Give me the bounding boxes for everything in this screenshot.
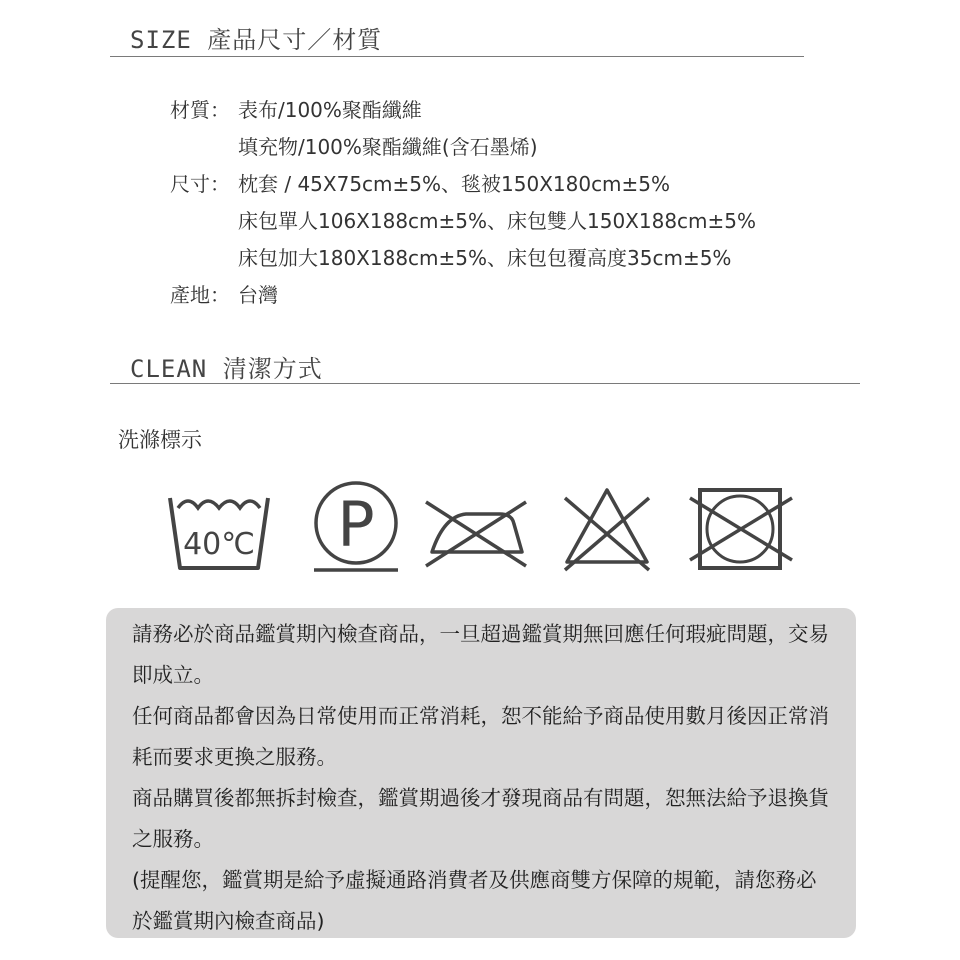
do-not-bleach-icon [557, 484, 657, 579]
material-label: 材質： [170, 98, 230, 122]
size-label: 尺寸： [170, 172, 230, 196]
wash-40c-icon [164, 488, 274, 578]
size-section-divider [110, 56, 804, 57]
care-icons [0, 480, 960, 580]
spec-row-size [170, 166, 756, 203]
clean-section-title: CLEAN 清潔方式 [130, 355, 323, 383]
dry-clean-letter: P [337, 488, 375, 561]
dry-clean-p-icon [306, 480, 406, 575]
spec-row-origin [170, 277, 756, 314]
material-line: 表布/100%聚酯纖維 [238, 98, 422, 122]
notice-box [106, 608, 856, 938]
do-not-tumble-dry-icon [686, 484, 796, 579]
do-not-iron-icon [422, 484, 532, 579]
material-line: 填充物/100%聚酯纖維(含石墨烯) [238, 135, 538, 159]
notice-paragraph: 請務必於商品鑑賞期內檢查商品，一旦超過鑑賞期無回應任何瑕疵問題，交易即成立。 [132, 622, 829, 687]
spec-row-size-cont [170, 203, 756, 240]
notice-paragraph: 任何商品都會因為日常使用而正常消耗，恕不能給予商品使用數月後因正常消耗而要求更換之服務。 [132, 704, 829, 769]
size-line: 床包加大180X188cm±5%、床包包覆高度35cm±5% [238, 246, 732, 270]
spec-row-size-cont [170, 240, 756, 277]
origin-value: 台灣 [238, 283, 278, 307]
spec-row-material [170, 92, 756, 129]
notice-paragraph: (提醒您，鑑賞期是給予虛擬通路消費者及供應商雙方保障的規範，請您務必於鑑賞期內檢查商品) [132, 868, 817, 933]
size-section-title: SIZE 產品尺寸／材質 [130, 26, 383, 54]
notice-paragraph: 商品購買後都無拆封檢查，鑑賞期過後才發現商品有問題，恕無法給予退換貨之服務。 [132, 786, 829, 851]
spec-row-material-cont [170, 129, 756, 166]
clean-section-divider [110, 383, 860, 384]
size-line: 枕套 / 45X75cm±5%、毯被150X180cm±5% [238, 172, 671, 196]
origin-label: 產地： [170, 283, 230, 307]
wash-temperature-label: 40℃ [183, 527, 255, 562]
care-label: 洗滌標示 [118, 428, 202, 452]
spec-list [170, 92, 756, 314]
size-line: 床包單人106X188cm±5%、床包雙人150X188cm±5% [238, 209, 757, 233]
